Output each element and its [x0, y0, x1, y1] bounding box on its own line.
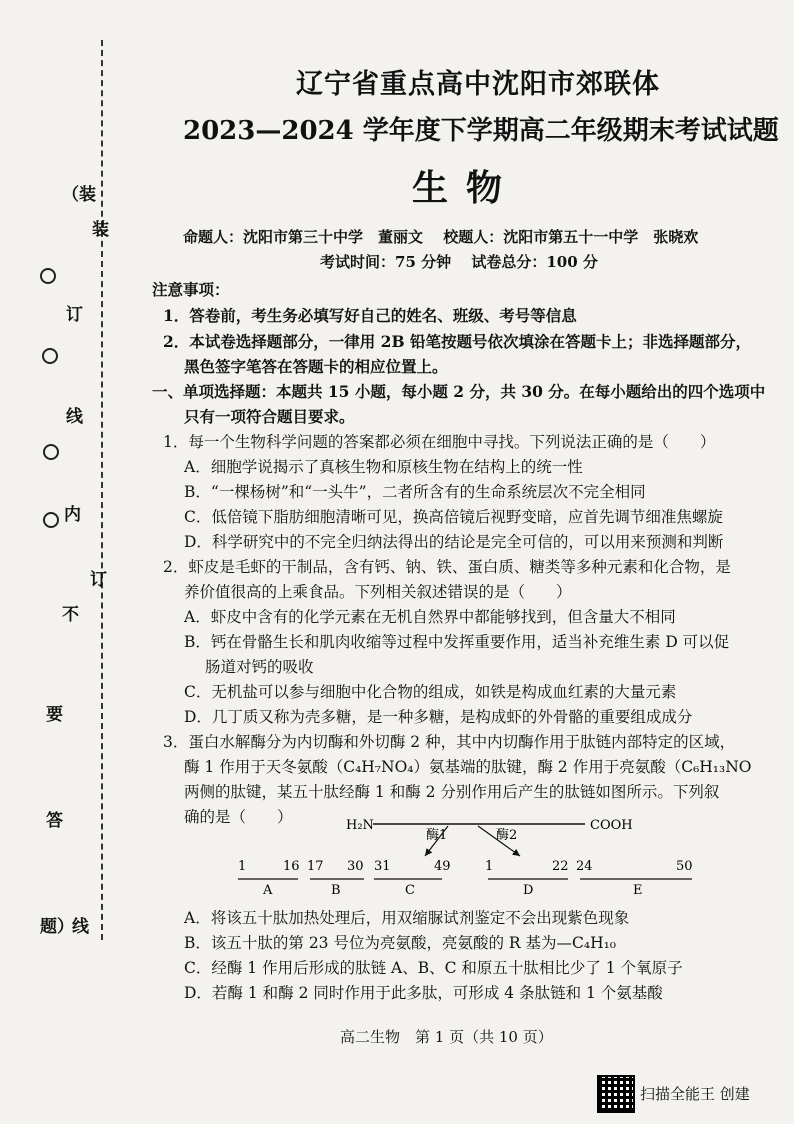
enzyme1-label: 酶1: [426, 828, 448, 843]
binding-char: 订: [90, 570, 107, 590]
q1-option-d: D．科学研究中的不完全归纳法得出的结论是完全可信的，可以用来预测和判断: [184, 533, 724, 551]
binding-char: 线: [66, 407, 83, 427]
segment-a-end: 16: [283, 859, 300, 874]
q3-option-d: D．若酶 1 和酶 2 同时作用于此多肽，可形成 4 条肽链和 1 个氨基酸: [184, 984, 663, 1002]
subject-title: 生物: [412, 167, 521, 209]
authors-line: 命题人：沈阳市第三十中学 董丽文 校题人：沈阳市第五十一中学 张晓欢: [183, 228, 699, 246]
segment-c-end: 49: [434, 859, 451, 874]
title-line2: 2023—2024 学年度下学期高二年级期末考试试题: [183, 116, 779, 146]
q3-option-a: A．将该五十肽加热处理后，用双缩脲试剂鉴定不会出现紫色现象: [184, 909, 630, 927]
segment-b-label: B: [331, 883, 341, 898]
note-item: 2．本试卷选择题部分，一律用 2B 铅笔按题号依次填涂在答题卡上；非选择题部分，: [163, 332, 751, 351]
binding-char: 内: [64, 505, 81, 525]
note-item: 黑色签字笔答在答题卡的相应位置上。: [184, 357, 448, 376]
q3-option-c: C．经酶 1 作用后形成的肽链 A、B、C 和原五十肽相比少了 1 个氧原子: [184, 959, 683, 977]
segment-c-label: C: [405, 883, 415, 898]
q3-stem-cont: 两侧的肽键，某五十肽经酶 1 和酶 2 分别作用后产生的肽链如图所示。下列叙: [184, 783, 720, 801]
exam-info: 考试时间：75 分钟 试卷总分：100 分: [320, 253, 598, 271]
segment-d-start: 1: [485, 859, 494, 874]
q2-option-b-cont: 肠道对钙的吸收: [205, 658, 314, 676]
scanner-watermark: 扫描全能王 创建: [640, 1085, 750, 1103]
qr-code-icon: [597, 1075, 635, 1113]
segment-e-label: E: [633, 883, 643, 898]
segment-b-end: 30: [347, 859, 364, 874]
binding-hole: [43, 444, 59, 460]
binding-hole: [42, 348, 58, 364]
title-line1: 辽宁省重点高中沈阳市郊联体: [296, 69, 660, 100]
segment-c-start: 31: [374, 859, 391, 874]
q1-option-a: A．细胞学说揭示了真核生物和原核生物在结构上的统一性: [184, 458, 583, 476]
q2-option-a: A．虾皮中含有的化学元素在无机自然界中都能够找到，但含量大不相同: [184, 608, 676, 626]
q1-option-c: C．低倍镜下脂肪细胞清晰可见，换高倍镜后视野变暗，应首先调节细准焦螺旋: [184, 508, 723, 526]
binding-dashed-line: [101, 40, 103, 940]
section-title: 一、单项选择题：本题共 15 小题，每小题 2 分，共 30 分。在每小题给出的四个选项中: [152, 382, 766, 401]
notes-title: 注意事项：: [152, 280, 230, 299]
section-title-cont: 只有一项符合题目要求。: [184, 407, 355, 426]
q2-stem-cont: 养价值很高的上乘食品。下列相关叙述错误的是（ ）: [184, 583, 572, 601]
c-terminal-label: COOH: [590, 818, 633, 833]
binding-char: 题）: [40, 917, 74, 937]
segment-e-start: 24: [576, 859, 593, 874]
q1-stem: 1．每一个生物科学问题的答案都必须在细胞中寻找。下列说法正确的是（ ）: [163, 433, 716, 451]
q2-option-c: C．无机盐可以参与细胞中化合物的组成，如铁是构成血红素的大量元素: [184, 683, 677, 701]
binding-hole: [43, 512, 59, 528]
page-footer: 高二生物 第 1 页（共 10 页）: [340, 1028, 553, 1046]
q2-option-d: D．几丁质又称为壳多糖，是一种多糖，是构成虾的外骨骼的重要组成成分: [184, 708, 693, 726]
segment-d-label: D: [523, 883, 534, 898]
segment-a-start: 1: [238, 859, 247, 874]
binding-char: 订: [66, 305, 83, 325]
segment-b-start: 17: [307, 859, 324, 874]
q1-option-b: B．“一棵杨树”和“一头牛”，二者所含有的生命系统层次不完全相同: [184, 483, 646, 501]
q3-stem-cont: 酶 1 作用于天冬氨酸（C₄H₇NO₄）氨基端的肽键，酶 2 作用于亮氨酸（C₆H₁₃NO: [184, 758, 752, 776]
q2-option-b: B．钙在骨骼生长和肌肉收缩等过程中发挥重要作用，适当补充维生素 D 可以促: [184, 633, 730, 651]
enzyme2-label: 酶2: [496, 828, 518, 843]
q3-stem-cont: 确的是（ ）: [184, 808, 293, 826]
note-item: 1．答卷前，考生务必填写好自己的姓名、班级、考号等信息: [163, 306, 577, 325]
binding-char: （装: [62, 185, 96, 205]
binding-margin: [0, 0, 115, 1124]
binding-char: 答: [46, 811, 63, 831]
binding-char: 线: [72, 917, 89, 937]
q3-option-b: B．该五十肽的第 23 号位为亮氨酸，亮氨酸的 R 基为—C₄H₁₀: [184, 934, 617, 952]
segment-e-end: 50: [676, 859, 693, 874]
q2-stem: 2．虾皮是毛虾的干制品，含有钙、钠、铁、蛋白质、糖类等多种元素和化合物，是: [163, 558, 731, 576]
binding-hole: [40, 268, 56, 284]
segment-a-label: A: [263, 883, 273, 898]
binding-char: 要: [46, 705, 63, 725]
binding-char: 不: [62, 605, 79, 625]
n-terminal-label: H₂N: [346, 818, 374, 833]
binding-char: 装: [92, 220, 109, 240]
peptide-diagram: [220, 812, 720, 904]
q3-stem: 3．蛋白水解酶分为内切酶和外切酶 2 种，其中内切酶作用于肽链内部特定的区域，: [163, 733, 736, 751]
segment-d-end: 22: [552, 859, 569, 874]
